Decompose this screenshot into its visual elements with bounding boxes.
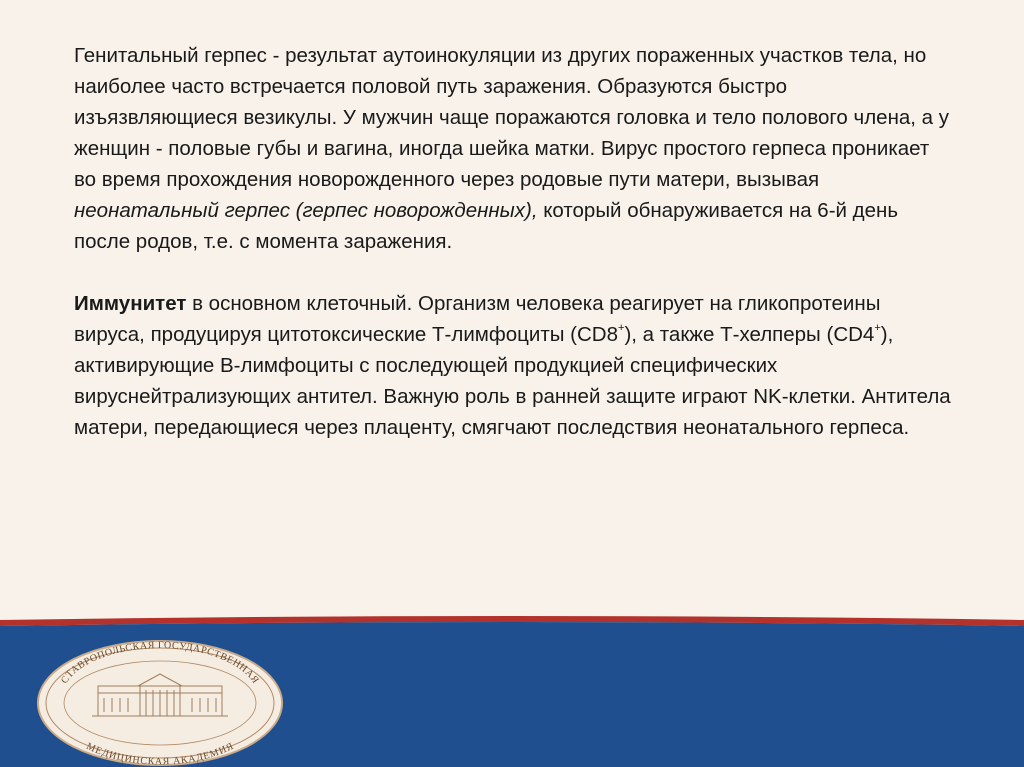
slide-body bbox=[74, 40, 954, 443]
superscript-plus-2: + bbox=[874, 322, 881, 335]
paragraph-1-text-a: Генитальный герпес - результат аутоинокуляции из других пораженных участков тела, но наиболее часто встречается половой путь заражения. Образуются быстро изъязвляющиеся везикулы. У мужчин чаще поражаются головка и тело полового члена, а у женщин - половые губы и вагина, иногда шейка матки. Вирус простого герпеса проникает во время прохождения новорожденного через родовые пути матери, вызывая bbox=[74, 44, 950, 191]
academy-logo bbox=[38, 640, 282, 767]
footer-band bbox=[0, 590, 1024, 767]
paragraph-1-text-b: который обнаруживается на 6-й день после родов, т.е. с момента заражения. bbox=[74, 199, 899, 253]
paragraph-2-bold-term: Иммунитет bbox=[74, 292, 187, 315]
logo-bottom-text: МЕДИЦИНСКАЯ АКАДЕМИЯ bbox=[84, 740, 236, 767]
paragraph-2 bbox=[74, 288, 954, 443]
superscript-plus-1: + bbox=[618, 322, 625, 335]
paragraph-1 bbox=[74, 40, 954, 257]
paragraph-2-text-c: ), активирующие В-лимфоциты с последующей продукцией специфических вируснейтрализующих антител. Важную роль в ранней защите играют NK-клетки. Антитела матери, передающиеся через плаценту, смягчают последствия неонатального герпеса. bbox=[74, 323, 951, 439]
paragraph-2-text-a: в основном клеточный. Организм человека реагирует на гликопротеины вируса, продуцируя цитотоксические Т-лимфоциты (CD8 bbox=[74, 292, 881, 346]
paragraph-2-text-b: ), а также Т-хелперы (CD4 bbox=[624, 323, 875, 346]
paragraph-1-italic-term: неонатальный герпес (герпес новорожденных), bbox=[74, 199, 538, 222]
logo-top-text: СТАВРОПОЛЬСКАЯ ГОСУДАРСТВЕННАЯ bbox=[59, 639, 261, 686]
